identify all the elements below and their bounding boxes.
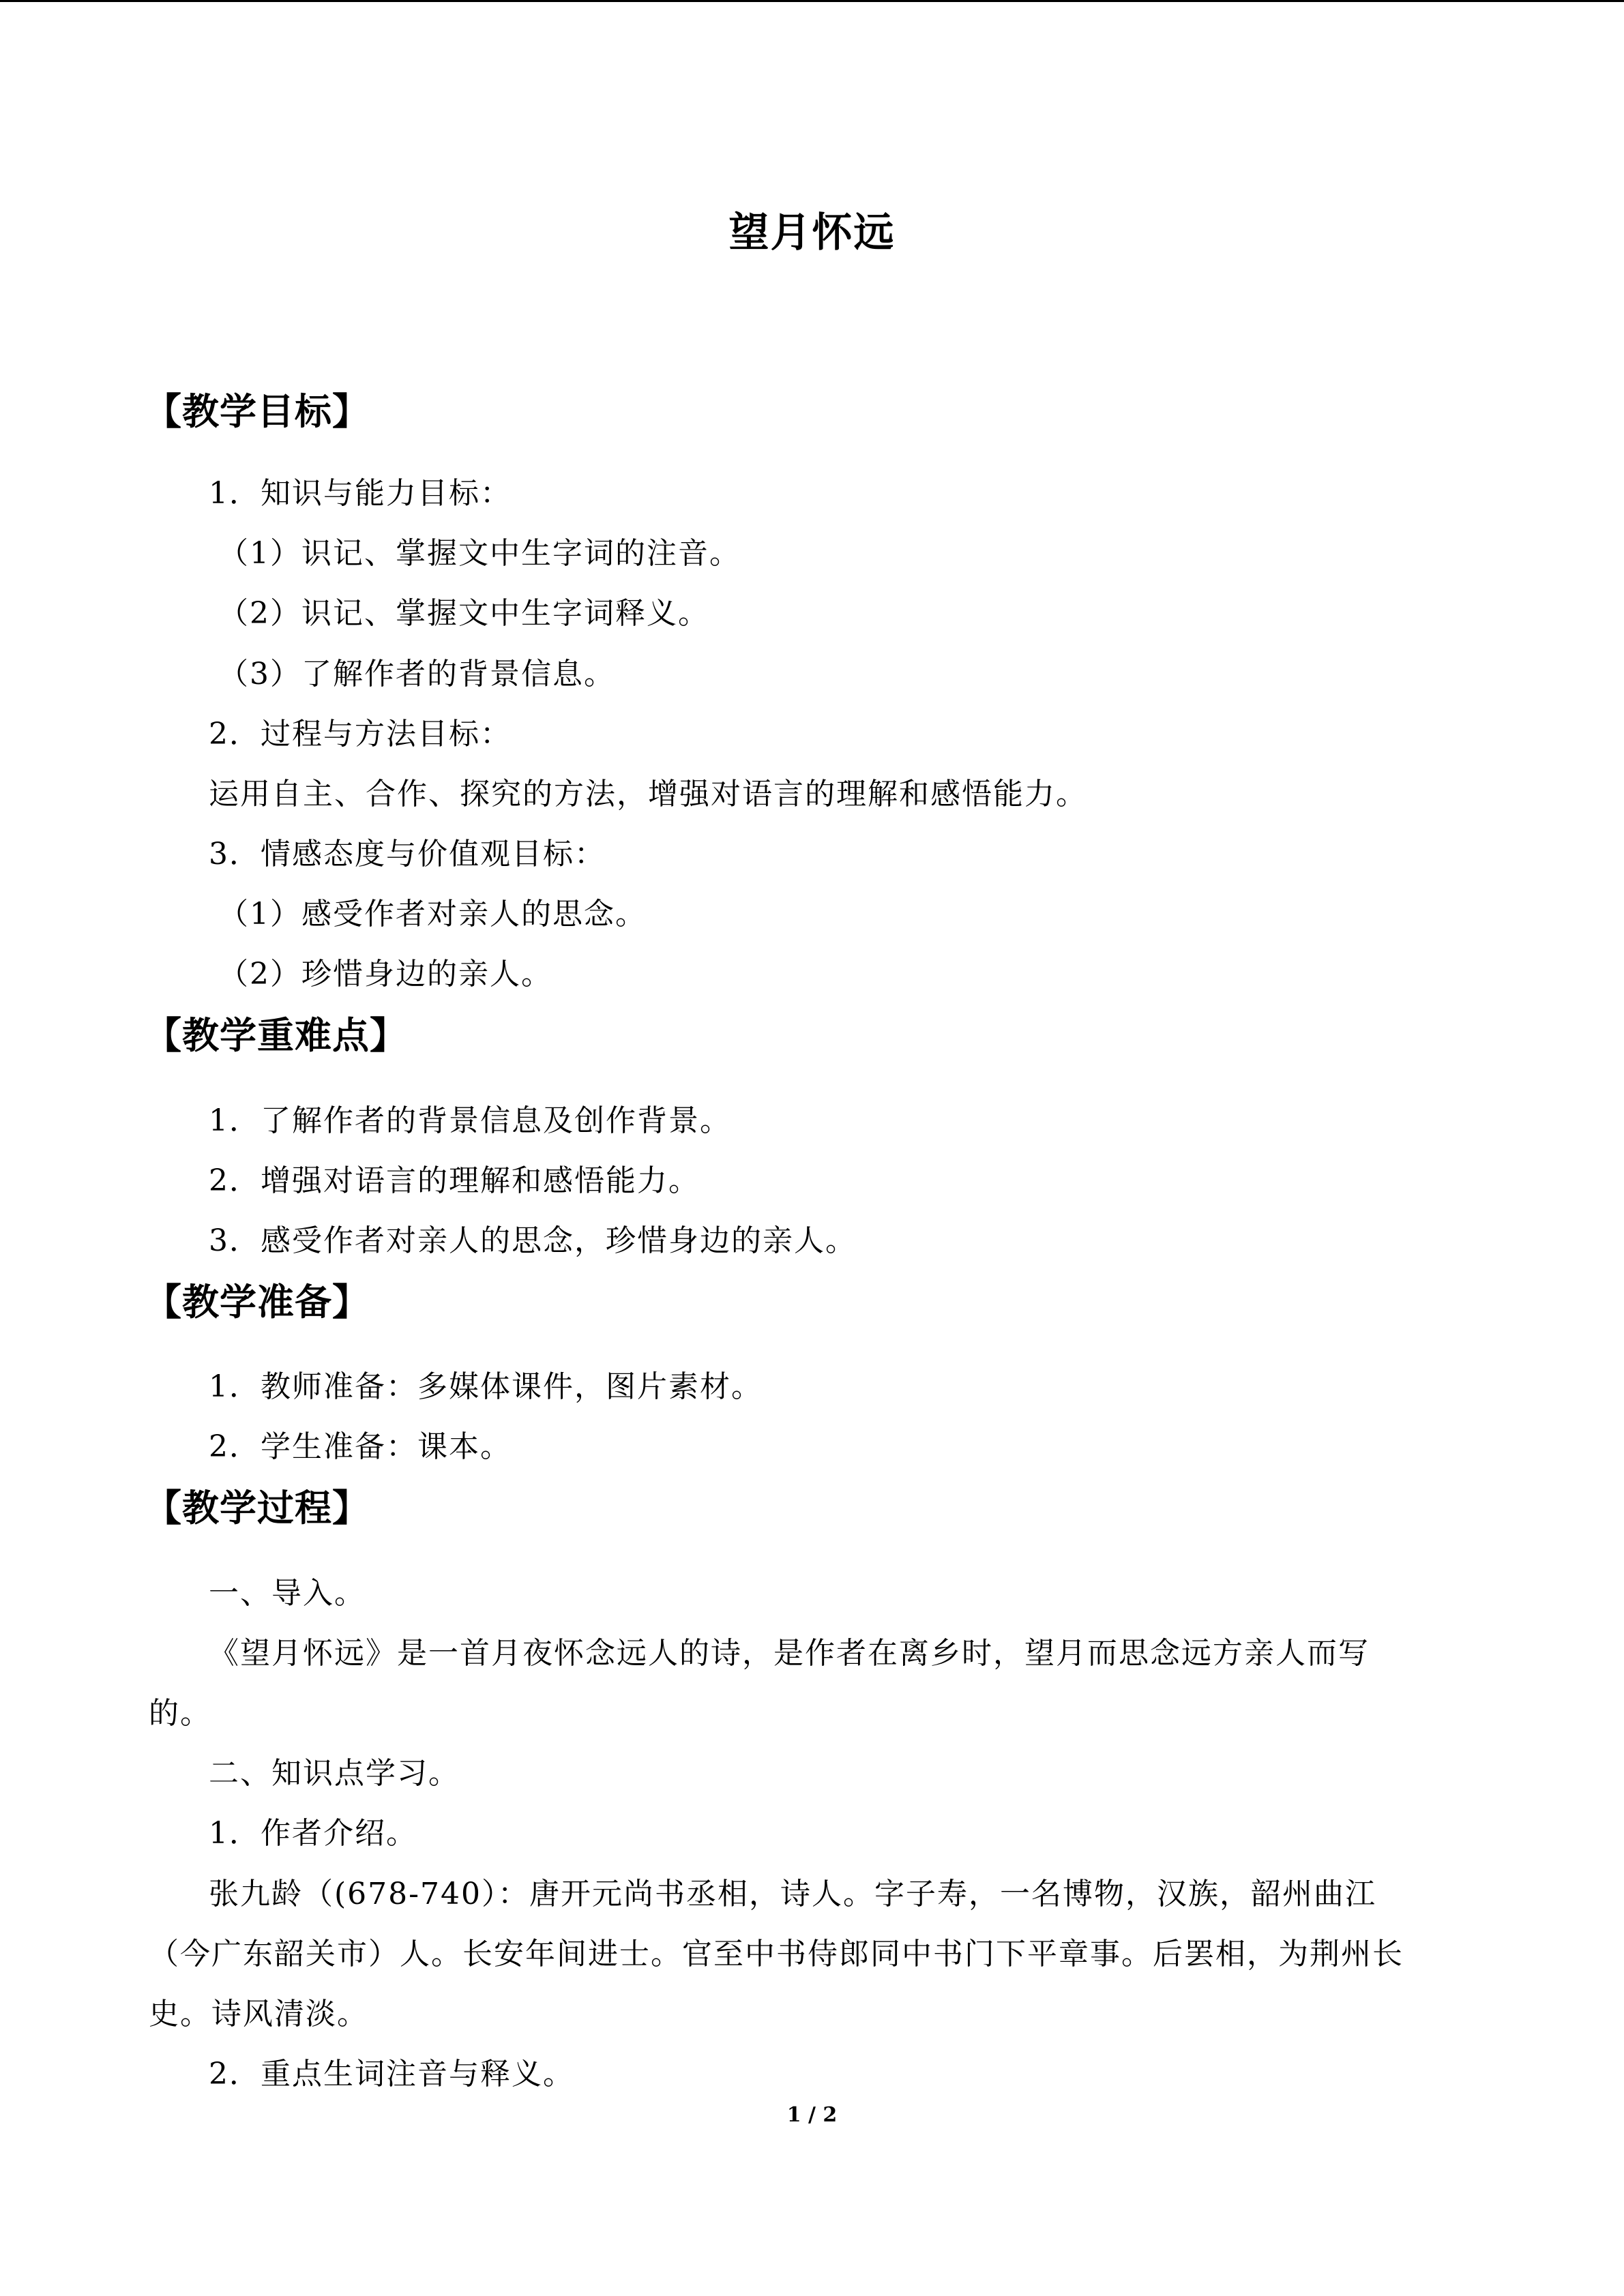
key-points-line: 1．了解作者的背景信息及创作背景。 — [209, 1103, 731, 1138]
section-heading-goals: 【教学目标】 — [145, 390, 370, 433]
process-line: 《望月怀远》是一首月夜怀念远人的诗，是作者在离乡时，望月而思念远方亲人而写 — [209, 1636, 1370, 1671]
process-line: 2．重点生词注音与释义。 — [209, 2057, 574, 2091]
key-points-line: 3．感受作者对亲人的思念，珍惜身边的亲人。 — [209, 1223, 857, 1258]
process-line: 张九龄（(678-740）：唐开元尚书丞相，诗人。字子寿，一名博物，汉族，韶州曲江 — [209, 1877, 1376, 1911]
goals-line: 3．情感态度与价值观目标： — [209, 837, 606, 871]
goals-line: （1）识记、掌握文中生字词的注音。 — [218, 536, 741, 571]
process-line: 史。诗风清淡。 — [149, 1997, 368, 2031]
goals-line: 2．过程与方法目标： — [209, 717, 512, 751]
page-number: 1 / 2 — [786, 2103, 838, 2127]
preparation-line: 2．学生准备：课本。 — [209, 1429, 512, 1464]
process-line: （今广东韶关市）人。长安年间进士。官至中书侍郎同中书门下平章事。后罢相，为荆州长 — [149, 1937, 1404, 1971]
goals-line: （1）感受作者对亲人的思念。 — [218, 897, 647, 931]
goals-line: （2）识记、掌握文中生字词释义。 — [218, 596, 709, 631]
goals-line: 1．知识与能力目标： — [209, 476, 512, 511]
goals-line: （2）珍惜身边的亲人。 — [218, 957, 552, 992]
process-line: 的。 — [149, 1696, 211, 1731]
goals-line: 运用自主、合作、探究的方法，增强对语言的理解和感悟能力。 — [209, 777, 1087, 811]
process-line: 一、导入。 — [209, 1576, 366, 1611]
goals-line: （3）了解作者的背景信息。 — [218, 657, 615, 691]
process-line: 二、知识点学习。 — [209, 1756, 460, 1791]
section-heading-key-points: 【教学重难点】 — [145, 1014, 407, 1057]
page-title: 望月怀远 — [728, 209, 896, 256]
section-heading-process: 【教学过程】 — [145, 1487, 370, 1530]
key-points-line: 2．增强对语言的理解和感悟能力。 — [209, 1163, 700, 1198]
preparation-line: 1．教师准备：多媒体课件，图片素材。 — [209, 1369, 763, 1404]
section-heading-preparation: 【教学准备】 — [145, 1281, 370, 1324]
process-line: 1．作者介绍。 — [209, 1816, 417, 1851]
top-border-line — [0, 0, 1624, 2]
